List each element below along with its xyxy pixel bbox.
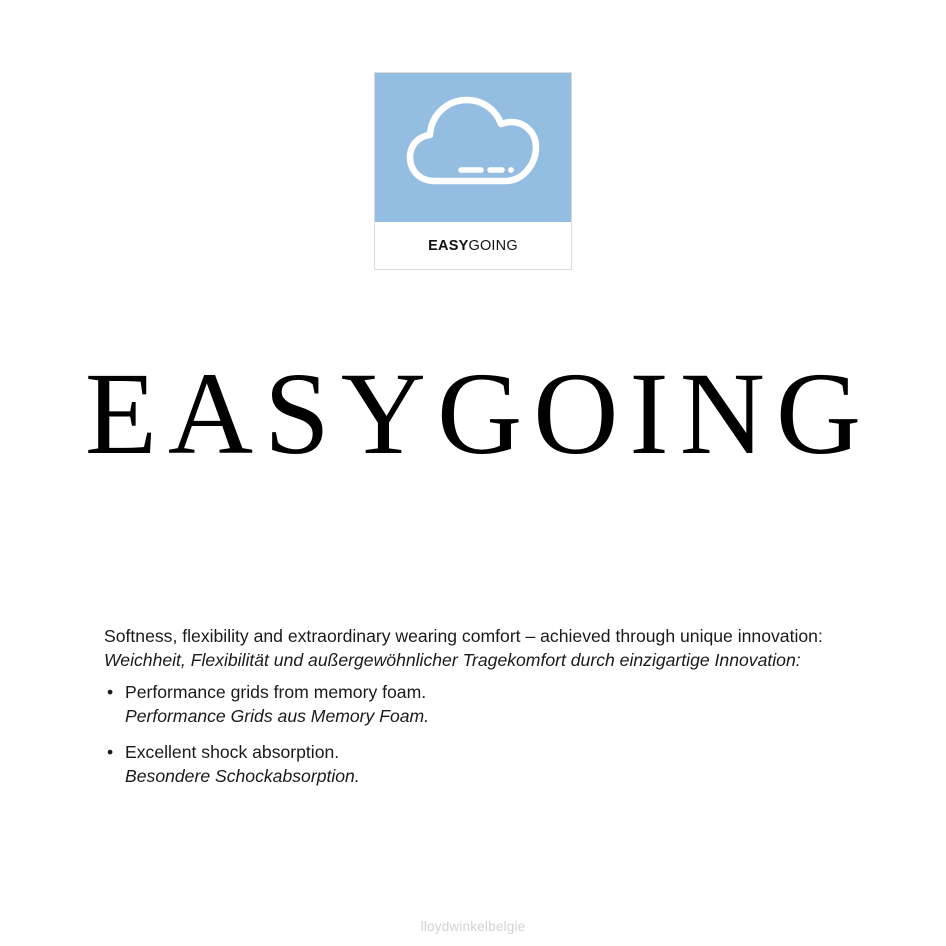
list-item-text-de: Performance Grids aus Memory Foam.	[125, 706, 430, 726]
intro-paragraph	[104, 624, 844, 672]
list-item	[104, 740, 844, 788]
cloud-icon	[405, 93, 541, 202]
list-item	[104, 680, 844, 728]
logo-label-panel	[375, 222, 571, 269]
intro-text-de: Weichheit, Flexibilität und außergewöhnlicher Tragekomfort durch einzigartige Innovation:	[104, 650, 801, 670]
footer-watermark: lloydwinkelbelgie	[420, 919, 526, 934]
logo-label-bold: EASY	[428, 237, 469, 254]
page-title: EASYGOING	[84, 348, 873, 479]
logo-label-regular: GOING	[468, 237, 518, 254]
feature-list	[104, 680, 844, 788]
logo-icon-panel	[375, 73, 571, 222]
list-item-text-en: Performance grids from memory foam.	[125, 682, 427, 702]
bullet-marker: •	[107, 742, 114, 762]
logo-badge-container	[0, 72, 946, 270]
list-item-text-en: Excellent shock absorption.	[125, 742, 340, 762]
logo-label	[428, 238, 518, 254]
bullet-marker: •	[107, 682, 114, 702]
logo-badge	[374, 72, 572, 270]
intro-text-en: Softness, flexibility and extraordinary wearing comfort – achieved through unique innovation:	[104, 626, 823, 646]
list-item-text-de: Besondere Schockabsorption.	[125, 766, 360, 786]
body-copy	[104, 624, 844, 788]
